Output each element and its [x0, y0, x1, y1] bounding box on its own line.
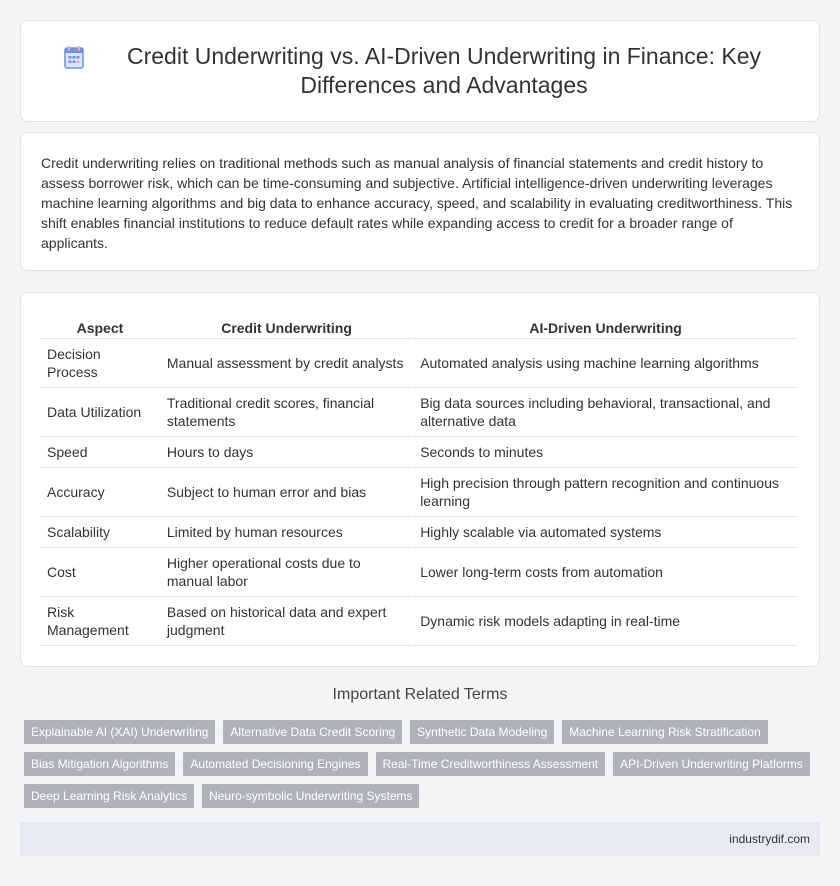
- cell-credit: Higher operational costs due to manual labor: [161, 548, 412, 597]
- title-card: [20, 20, 820, 122]
- related-term-tag[interactable]: Real-Time Creditworthiness Assessment: [376, 752, 606, 776]
- cell-credit: Subject to human error and bias: [161, 468, 412, 517]
- table-header-row: [41, 313, 797, 339]
- cell-ai: Big data sources including behavioral, transactional, and alternative data: [414, 388, 797, 437]
- related-term-tag[interactable]: Machine Learning Risk Stratification: [562, 720, 767, 744]
- intro-paragraph: Credit underwriting relies on traditional methods such as manual analysis of financial statements and credit history to assess borrower risk, which can be time-consuming and subjective. Artificial intelligence-driven underwriting leverages machine learning algorithms and big data to enhance accuracy, speed, and scalability in evaluating creditworthiness. This shift enables financial institutions to reduce default rates while expanding access to credit for a broader range of applicants.: [41, 155, 793, 251]
- related-term-tag[interactable]: Synthetic Data Modeling: [410, 720, 554, 744]
- related-term-tag[interactable]: Bias Mitigation Algorithms: [24, 752, 175, 776]
- footer: [20, 822, 820, 856]
- intro-card: [20, 132, 820, 271]
- title-wrap: [21, 42, 819, 100]
- table-row: [41, 339, 797, 388]
- header-credit-underwriting: Credit Underwriting: [161, 313, 412, 339]
- table-row: [41, 468, 797, 517]
- related-terms-list: [24, 720, 824, 816]
- related-term-tag[interactable]: Alternative Data Credit Scoring: [223, 720, 402, 744]
- cell-credit: Limited by human resources: [161, 517, 412, 548]
- cell-aspect: Accuracy: [41, 468, 159, 517]
- cell-aspect: Scalability: [41, 517, 159, 548]
- related-term-tag[interactable]: Automated Decisioning Engines: [183, 752, 367, 776]
- document-icon: [61, 44, 87, 70]
- related-term-tag[interactable]: Explainable AI (XAI) Underwriting: [24, 720, 215, 744]
- cell-credit: Based on historical data and expert judgment: [161, 597, 412, 646]
- related-term-tag[interactable]: API-Driven Underwriting Platforms: [613, 752, 810, 776]
- cell-credit: Manual assessment by credit analysts: [161, 339, 412, 388]
- cell-aspect: Speed: [41, 437, 159, 468]
- cell-ai: Automated analysis using machine learning algorithms: [414, 339, 797, 388]
- cell-ai: High precision through pattern recognition and continuous learning: [414, 468, 797, 517]
- cell-ai: Lower long-term costs from automation: [414, 548, 797, 597]
- table-row: [41, 597, 797, 646]
- cell-aspect: Risk Management: [41, 597, 159, 646]
- table-row: [41, 517, 797, 548]
- footer-site-link[interactable]: industrydif.com: [729, 832, 810, 846]
- table-row: [41, 437, 797, 468]
- cell-ai: Dynamic risk models adapting in real-time: [414, 597, 797, 646]
- page-title: Credit Underwriting vs. AI-Driven Underwriting in Finance: Key Differences and Advantages: [126, 43, 762, 98]
- header-ai-driven-underwriting: AI-Driven Underwriting: [414, 313, 797, 339]
- cell-aspect: Data Utilization: [41, 388, 159, 437]
- comparison-table-card: [20, 292, 820, 667]
- cell-credit: Traditional credit scores, financial statements: [161, 388, 412, 437]
- related-terms-title: Important Related Terms: [332, 686, 508, 703]
- comparison-table: [39, 313, 799, 646]
- cell-ai: Seconds to minutes: [414, 437, 797, 468]
- table-row: [41, 388, 797, 437]
- table-row: [41, 548, 797, 597]
- cell-ai: Highly scalable via automated systems: [414, 517, 797, 548]
- header-aspect: Aspect: [41, 313, 159, 339]
- related-term-tag[interactable]: Neuro-symbolic Underwriting Systems: [202, 784, 419, 808]
- cell-aspect: Cost: [41, 548, 159, 597]
- cell-aspect: Decision Process: [41, 339, 159, 388]
- related-term-tag[interactable]: Deep Learning Risk Analytics: [24, 784, 194, 808]
- cell-credit: Hours to days: [161, 437, 412, 468]
